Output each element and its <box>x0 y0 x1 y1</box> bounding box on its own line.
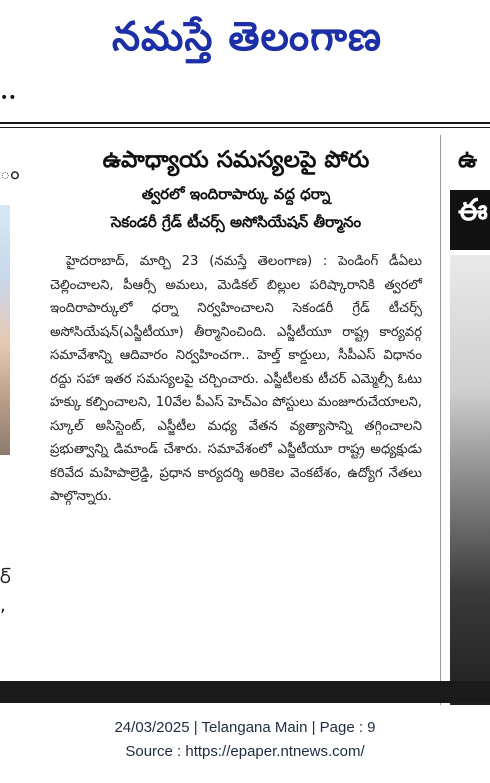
right-black-text: ఈ <box>458 193 488 228</box>
footer <box>0 716 490 764</box>
left-fragment-3: , <box>0 595 6 616</box>
news-article <box>50 140 422 522</box>
article-subhead-1: త్వరలో ఇందిరాపార్కు వద్ద ధర్నా <box>141 185 331 203</box>
masthead-dots: •• <box>0 90 17 106</box>
article-subhead-2: సెకండరీ గ్రేడ్ టీచర్స్ అసోసియేషన్ తీర్మానం <box>110 213 362 231</box>
left-fragment-2: ర్ <box>0 567 11 588</box>
left-adjacent-column <box>0 135 38 705</box>
right-headline-fragment: ఉ <box>458 145 478 173</box>
masthead <box>0 0 490 86</box>
bottom-dark-bar <box>0 681 490 703</box>
left-fragment-1: ం <box>0 163 20 184</box>
newspaper-logo: నమస్తే తెలంగాణ <box>111 14 383 60</box>
right-adjacent-column <box>450 135 490 705</box>
article-body: హైదరాబాద్, మార్చి 23 (నమస్తే తెలంగాణ) : పెండింగ్ డీఏలు చెల్లించాలని, పీఆర్సీ అమలు, మెడికల్ బిల్లుల పరిష్కారానికి త్వరలో ఇందిరాపార్కులో ధర్నా నిర్వహించాలని సెకండరీ గ్రేడ్ టీచర్స్ అసోసియేషన్(ఎస్జీటీయూ) తీర్మానించింది. ఎస్జీటీయూ రాష్ట్ర కార్యవర్గ సమావేశాన్ని ఆదివారం నిర్వహించగా.. హెల్త్ కార్డులు, సీపీఎస్ విధానం రద్దు సహా ఇతర సమస్యలపై చర్చించారు. ఎస్జీటీలకు టీచర్ ఎమ్మెల్సీ ఓటు హక్కు కల్పించాలని, 10వేల పీఎస్ హెచ్ఎం పోస్టులు మంజూరుచేయాలని, స్కూల్ అసిస్టెంట్, ఎస్జీటీల మధ్య వేతన వ్యత్యాసాన్ని తగ్గించాలని ప్రభుత్వాన్ని డిమాండ్ చేశారు. సమావేశంలో ఎస్జీటీయూ రాష్ట్ర అధ్యక్షుడు కరివేద మహిపాల్రెడ్డి, ప్రధాన కార్యదర్శి అరికెల వెంకటేశం, ఉద్యోగ నేతలు పాల్గొన్నారు. <box>50 254 422 504</box>
footer-source-line: Source : https://epaper.ntnews.com/ <box>125 743 365 760</box>
right-photo <box>450 255 490 705</box>
footer-edition-line: 24/03/2025 | Telangana Main | Page : 9 <box>114 719 376 736</box>
top-rule-thin <box>0 127 490 128</box>
left-photo <box>0 205 10 455</box>
column-divider <box>440 135 441 705</box>
top-rule <box>0 122 490 124</box>
article-headline: ఉపాధ్యాయ సమస్యలపై పోరు <box>102 147 370 173</box>
